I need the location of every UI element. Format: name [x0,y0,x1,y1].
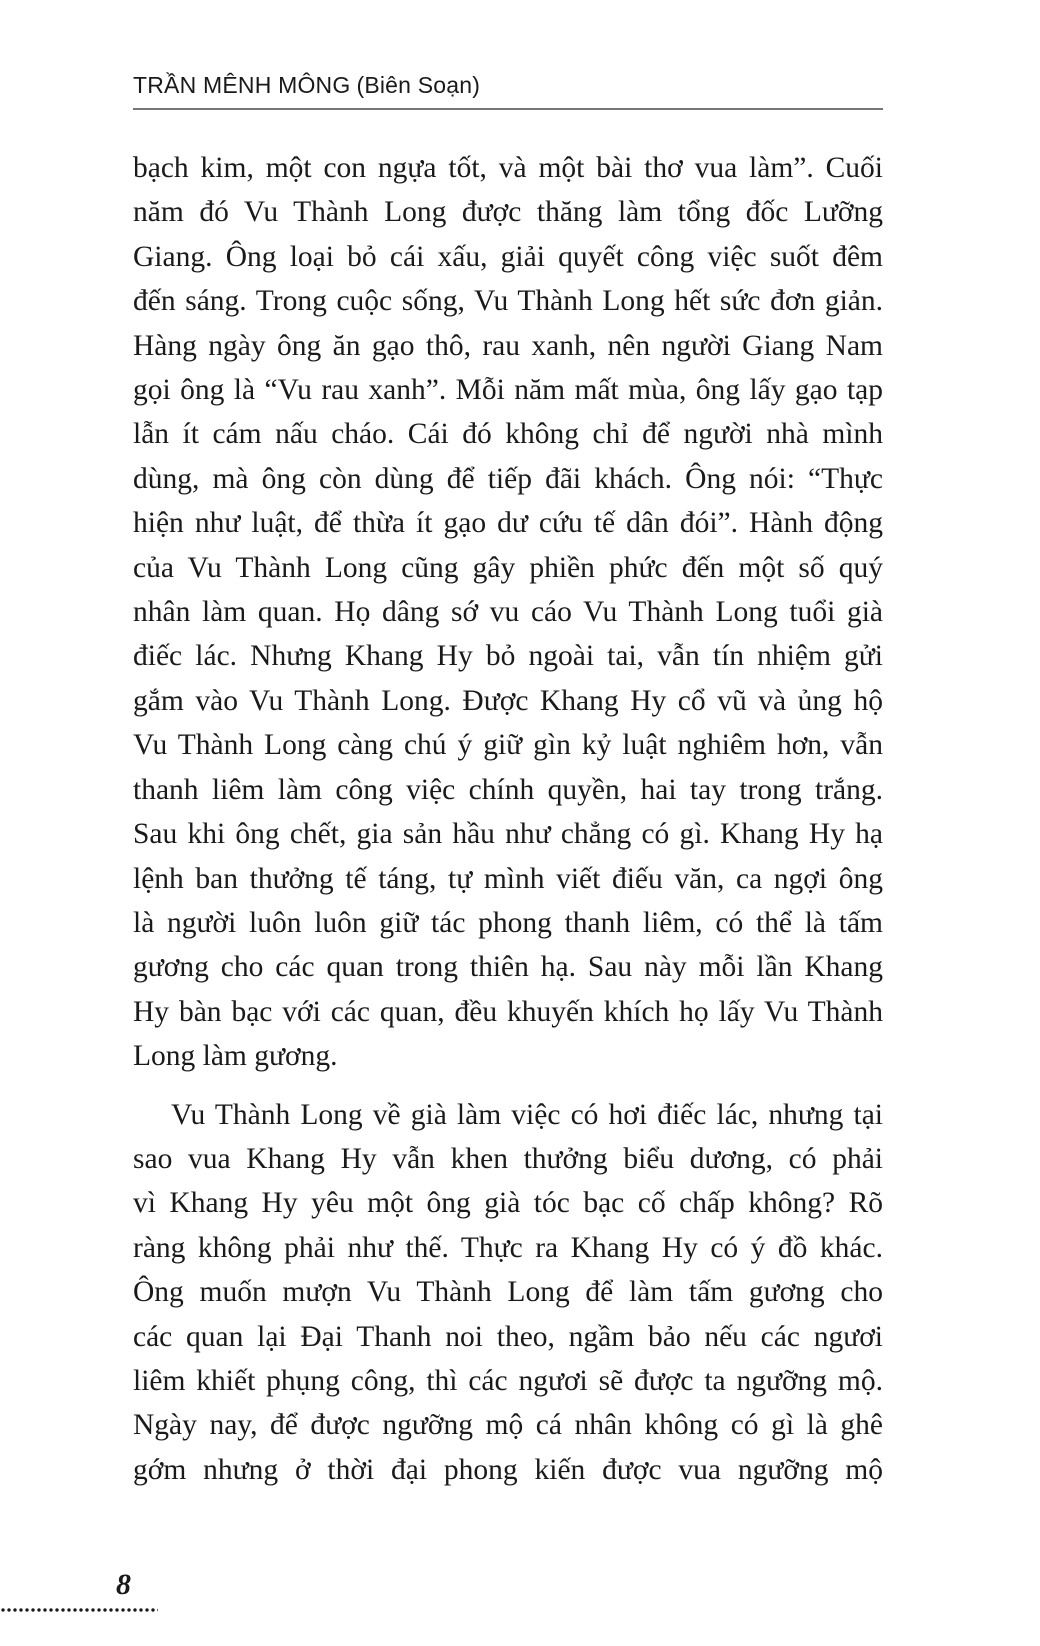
text-line: lẫn ít cám nấu cháo. Cái đó không chỉ để người nhà mình [133,418,883,451]
text-line: Vu Thành Long càng chú ý giữ gìn kỷ luật nghiêm hơn, vẫn [133,729,883,762]
text-line: nhân làm quan. Họ dâng sớ vu cáo Vu Thành Long tuổi già [133,596,883,629]
text-line: thanh liêm làm công việc chính quyền, hai tay trong trắng. [133,773,883,806]
body-text [133,146,883,1492]
text-line: Hàng ngày ông ăn gạo thô, rau xanh, nên người Giang Nam [133,329,883,362]
text-line: hiện như luật, để thừa ít gạo dư cứu tế dân đói”. Hành động [133,507,883,540]
text-line: Ông muốn mượn Vu Thành Long để làm tấm gương cho [133,1276,883,1309]
text-line: gọi ông là “Vu rau xanh”. Mỗi năm mất mùa, ông lấy gạo tạp [133,374,883,407]
text-line: là người luôn luôn giữ tác phong thanh liêm, có thể là tấm [133,906,883,939]
text-line: Ngày nay, để được ngưỡng mộ cá nhân không có gì là ghê [133,1409,883,1442]
page-number: 8 [116,1568,131,1601]
text-line: sao vua Khang Hy vẫn khen thưởng biểu dương, có phải [133,1142,883,1175]
text-line: gương cho các quan trong thiên hạ. Sau này mỗi lần Khang [133,951,883,984]
text-line: gắm vào Vu Thành Long. Được Khang Hy cổ vũ và ủng hộ [133,684,883,717]
text-line: Hy bàn bạc với các quan, đều khuyến khích họ lấy Vu Thành [133,995,883,1028]
text-line: Giang. Ông loại bỏ cái xấu, giải quyết công việc suốt đêm [133,240,883,273]
dot-leader [0,1606,158,1614]
text-line: vì Khang Hy yêu một ông già tóc bạc cố chấp không? Rõ [133,1187,883,1220]
text-line: Long làm gương. [133,1040,338,1073]
text-line: dùng, mà ông còn dùng để tiếp đãi khách. Ông nói: “Thực [133,462,883,495]
text-line: của Vu Thành Long cũng gây phiền phức đến một số quý [133,551,883,584]
paragraph-1 [133,146,883,1079]
header-rule [133,108,883,110]
text-line: năm đó Vu Thành Long được thăng làm tổng đốc Lưỡng [133,196,883,229]
text-line: Vu Thành Long về già làm việc có hơi điếc lác, nhưng tại [171,1098,883,1131]
paragraph-2 [133,1093,883,1493]
text-line: ràng không phải như thế. Thực ra Khang Hy có ý đồ khác. [133,1231,883,1264]
text-line: gớm nhưng ở thời đại phong kiến được vua ngưỡng mộ [133,1453,883,1486]
running-head-editor-note: (Biên Soạn) [356,72,481,98]
text-line: các quan lại Đại Thanh noi theo, ngầm bảo nếu các ngươi [133,1320,883,1353]
paragraph-gap [133,1079,883,1093]
text-line: lệnh ban thưởng tế táng, tự mình viết điếu văn, ca ngợi ông [133,862,883,895]
running-head-author: TRẦN MÊNH MÔNG [133,72,351,98]
text-line: đến sáng. Trong cuộc sống, Vu Thành Long hết sức đơn giản. [133,285,883,318]
text-line: Sau khi ông chết, gia sản hầu như chẳng có gì. Khang Hy hạ [133,818,883,851]
running-head [133,72,480,99]
text-line: liêm khiết phụng công, thì các ngươi sẽ được ta ngưỡng mộ. [133,1364,883,1397]
text-line: điếc lác. Nhưng Khang Hy bỏ ngoài tai, vẫn tín nhiệm gửi [133,640,883,673]
text-line: bạch kim, một con ngựa tốt, và một bài thơ vua làm”. Cuối [133,152,883,184]
